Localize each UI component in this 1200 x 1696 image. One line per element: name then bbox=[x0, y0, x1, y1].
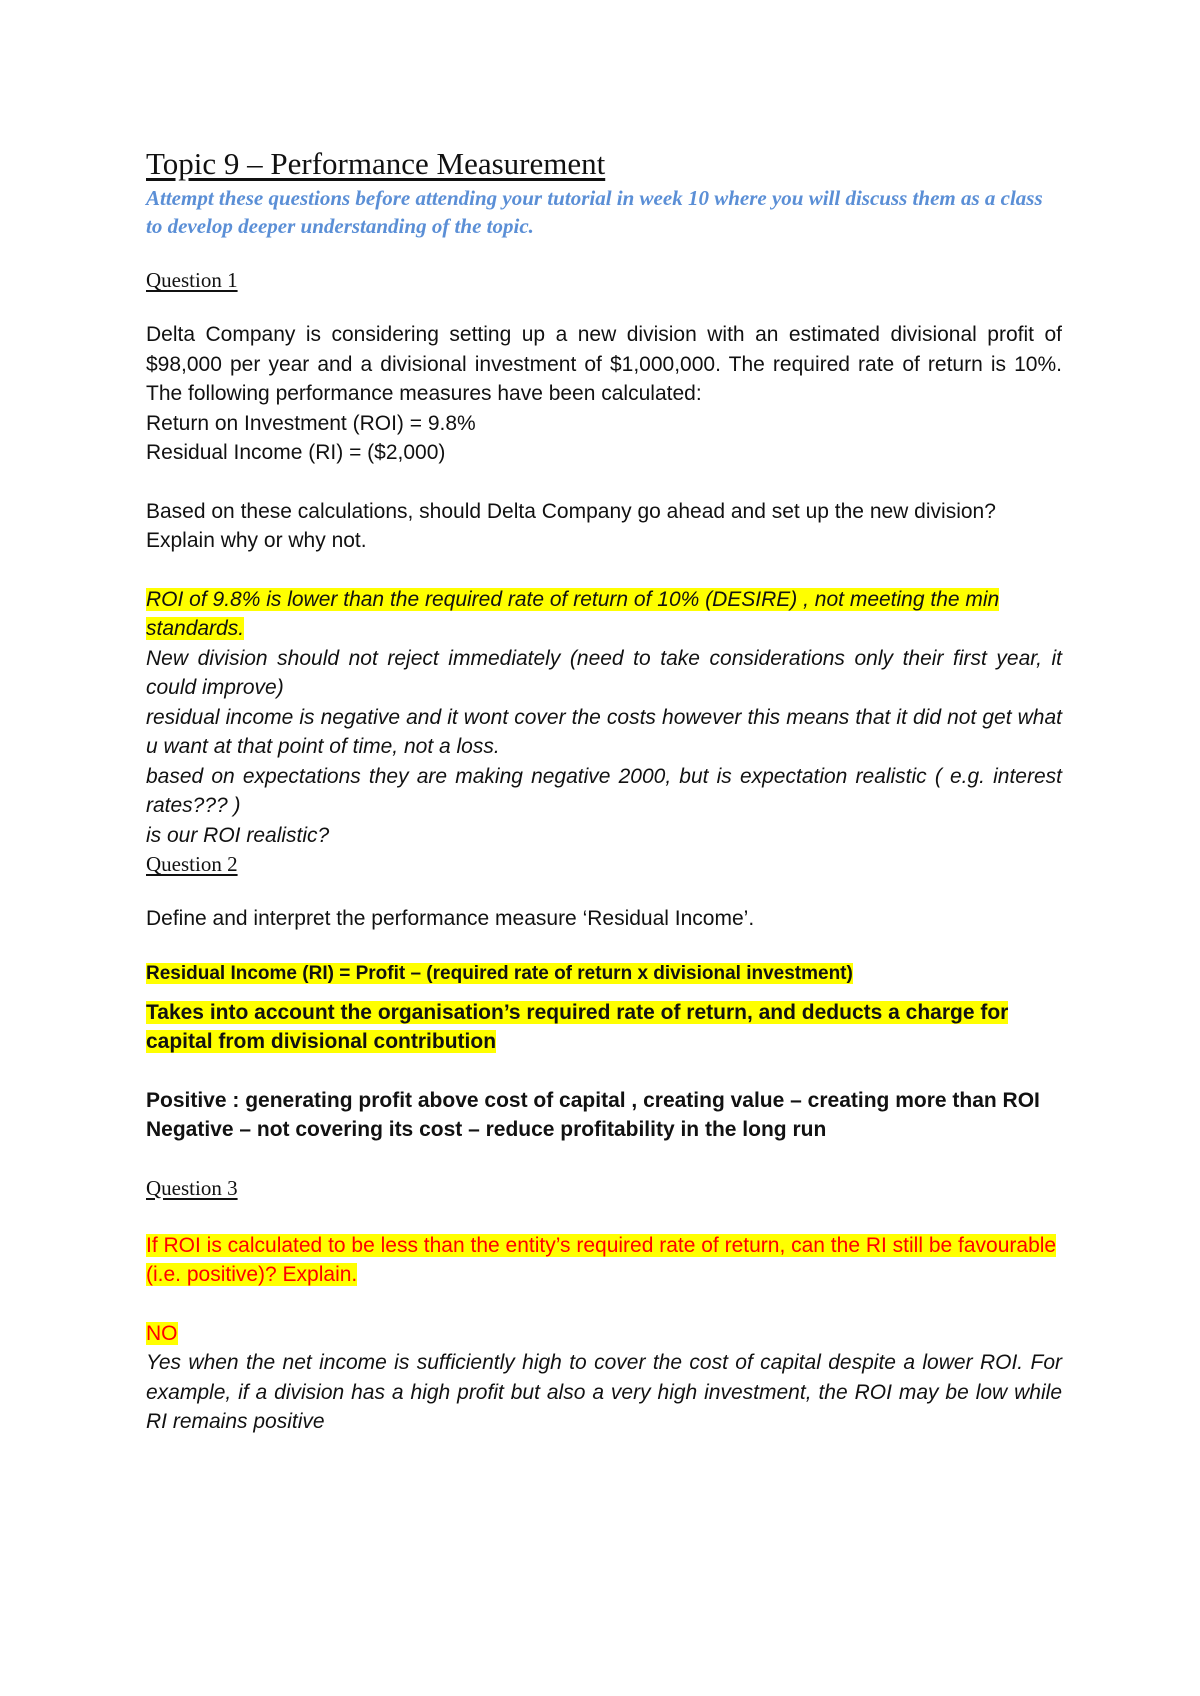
answer-no bbox=[146, 1319, 1062, 1349]
document-page bbox=[146, 146, 1062, 1437]
question-1-heading: Question 1 bbox=[146, 268, 238, 292]
question-1-prompt: Based on these calculations, should Delta Company go ahead and set up the new division? Explain why or why not. bbox=[146, 499, 996, 552]
subtitle-instructions: Attempt these questions before attending your tutorial in week 10 where you will discuss them as a class to develop deeper understanding of the topic. bbox=[146, 186, 1043, 238]
ri-explanation bbox=[146, 998, 1062, 1057]
answer-no-text: NO bbox=[146, 1321, 178, 1345]
ri-positive: Positive : generating profit above cost of capital , creating value – creating more than ROI bbox=[146, 1088, 1040, 1112]
ri-formula-text: Residual Income (RI) = Profit – (required rate of return x divisional investment) bbox=[146, 962, 853, 984]
question-1-body: Delta Company is considering setting up a new division with an estimated divisional profit of $98,000 per year and a divisional investment of $1,000,000. The required rate of return is 10%. The following performance measures have been calculated: bbox=[146, 323, 1062, 405]
answer-line-1: New division should not reject immediately (need to take considerations only their first year, it could improve) bbox=[146, 646, 1062, 699]
ri-negative: Negative – not covering its cost – reduce profitability in the long run bbox=[146, 1118, 827, 1141]
question-3-answer: Yes when the net income is sufficiently high to cover the cost of capital despite a lower ROI. For example, if a division has a high profit but also a very high investment, the ROI may be low while RI remains positive bbox=[146, 1351, 1062, 1433]
answer-line-2: residual income is negative and it wont cover the costs however this means that it did not get what u want at that point of time, not a loss. bbox=[146, 705, 1062, 758]
answer-line-3: based on expectations they are making negative 2000, but is expectation realistic ( e.g. interest rates??? ) bbox=[146, 764, 1062, 817]
highlighted-text: ROI of 9.8% is lower than the required rate of return of 10% (DESIRE) , not meeting the min standards. bbox=[146, 587, 1000, 640]
question-3-heading: Question 3 bbox=[146, 1175, 238, 1200]
page-title: Topic 9 – Performance Measurement bbox=[146, 146, 606, 181]
ri-formula bbox=[146, 960, 1062, 988]
answer-line-4: is our ROI realistic? bbox=[146, 823, 330, 847]
question-2-heading: Question 2 bbox=[146, 852, 238, 876]
ri-explanation-text: Takes into account the organisation’s required rate of return, and deducts a charge for capital from divisional contribution bbox=[146, 1000, 1009, 1053]
question-3-prompt bbox=[146, 1231, 1062, 1290]
ri-line: Residual Income (RI) = ($2,000) bbox=[146, 441, 446, 464]
question-3-prompt-text: If ROI is calculated to be less than the entity’s required rate of return, can the RI still be favourable (i.e. positive)? Explain. bbox=[146, 1233, 1057, 1286]
question-1-answer-highlight bbox=[146, 585, 1062, 644]
question-2-prompt: Define and interpret the performance measure ‘Residual Income’. bbox=[146, 907, 755, 930]
roi-line: Return on Investment (ROI) = 9.8% bbox=[146, 411, 476, 435]
